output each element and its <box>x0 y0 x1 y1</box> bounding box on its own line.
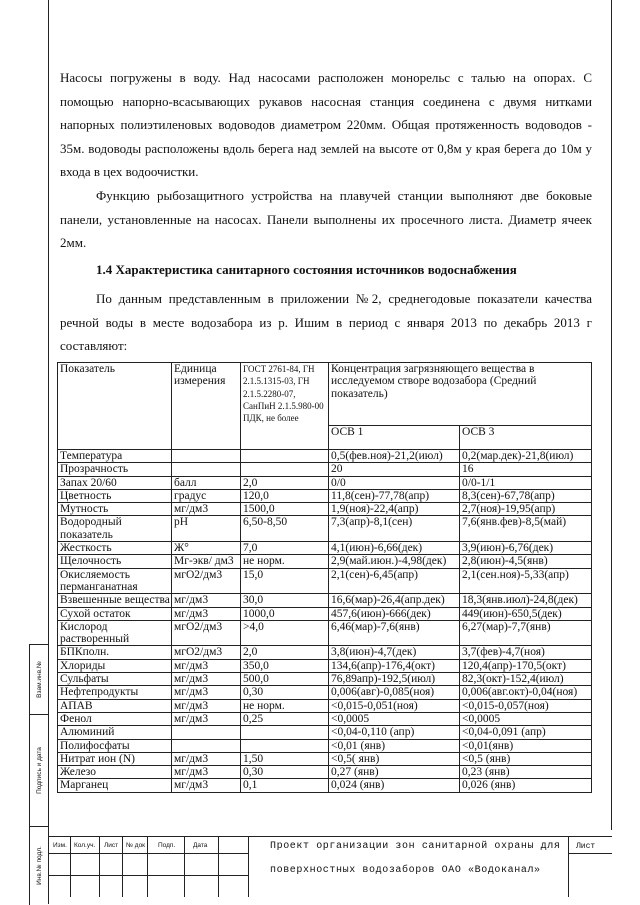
table-row <box>58 686 592 699</box>
cell-pdk: не норм. <box>241 555 329 568</box>
cell-indicator: Взвешенные вещества <box>58 594 172 607</box>
cell-indicator: Прозрачность <box>58 463 172 476</box>
cell-indicator: Хлориды <box>58 659 172 672</box>
cell-pdk: 1500,0 <box>241 503 329 516</box>
cell-osv3: 3,7(фев)-4,7(ноя) <box>460 646 592 659</box>
cell-osv3: 0,2(мар.дек)-21,8(июл) <box>460 450 592 463</box>
table-row <box>58 726 592 739</box>
table-row <box>58 620 592 646</box>
tb-kol: Кол.уч. <box>74 842 96 849</box>
cell-osv1: 4,1(июн)-6,66(дек) <box>329 542 460 555</box>
cell-unit: мг/дм3 <box>172 594 241 607</box>
cell-indicator: Нитрат ион (N) <box>58 752 172 765</box>
cell-osv3: 449(июн)-650,5(дек) <box>460 607 592 620</box>
cell-unit <box>172 726 241 739</box>
tb-podp: Подп. <box>158 842 176 849</box>
cell-osv1: 457,6(июн)-666(дек) <box>329 607 460 620</box>
cell-osv1: 76,89апр)-192,5(июл) <box>329 673 460 686</box>
cell-osv1: 0,5(фев.ноя)-21,2(июл) <box>329 450 460 463</box>
cell-pdk: 0,25 <box>241 712 329 725</box>
header-osv1: ОСВ 1 <box>329 426 460 450</box>
cell-osv3: 8,3(сен)-67,78(апр) <box>460 489 592 502</box>
side-sign-date: Подпись и дата <box>36 746 44 794</box>
cell-osv1: 6,46(мар)-7,6(янв) <box>329 620 460 646</box>
cell-unit: мг/дм3 <box>172 699 241 712</box>
table-row <box>58 542 592 555</box>
header-standard: ГОСТ 2761-84, ГН 2.1.5.1315-03, ГН 2.1.5.2280-07, СанПиН 2.1.5.980-00 ПДК, не более <box>241 363 329 450</box>
table-row <box>58 476 592 489</box>
table-row <box>58 739 592 752</box>
table-row <box>58 766 592 779</box>
cell-pdk: 2,0 <box>241 646 329 659</box>
header-indicator: Показатель <box>58 363 172 450</box>
cell-pdk: 500,0 <box>241 673 329 686</box>
table-row <box>58 699 592 712</box>
cell-unit: мгО2/дм3 <box>172 620 241 646</box>
cell-unit: балл <box>172 476 241 489</box>
cell-osv3: 0,006(авг.окт)-0,04(ноя) <box>460 686 592 699</box>
cell-osv1: <0,04-0,110 (апр) <box>329 726 460 739</box>
cell-pdk: >4,0 <box>241 620 329 646</box>
cell-osv1: 16,6(мар)-26,4(апр.дек) <box>329 594 460 607</box>
cell-indicator: Полифосфаты <box>58 739 172 752</box>
cell-osv1: 134,6(апр)-176,4(окт) <box>329 659 460 672</box>
cell-osv1: <0,015-0,051(ноя) <box>329 699 460 712</box>
cell-indicator: Щелочность <box>58 555 172 568</box>
cell-unit <box>172 739 241 752</box>
cell-osv3: 2,8(июн)-4,5(янв) <box>460 555 592 568</box>
cell-pdk: 120,0 <box>241 489 329 502</box>
cell-pdk: 1,50 <box>241 752 329 765</box>
cell-pdk: 2,0 <box>241 476 329 489</box>
cell-indicator: Железо <box>58 766 172 779</box>
table-row <box>58 503 592 516</box>
side-inv-zam: Взам.инв.№ <box>36 660 44 698</box>
cell-indicator: Фенол <box>58 712 172 725</box>
cell-pdk <box>241 726 329 739</box>
cell-osv3: 82,3(окт)-152,4(июл) <box>460 673 592 686</box>
tb-data: Дата <box>193 842 208 849</box>
cell-osv1: 7,3(апр)-8,1(сен) <box>329 516 460 542</box>
cell-indicator: Запах 20/60 <box>58 476 172 489</box>
table-row <box>58 659 592 672</box>
cell-osv3: 3,9(июн)-6,76(дек) <box>460 542 592 555</box>
cell-unit: мг/дм3 <box>172 659 241 672</box>
table-row <box>58 712 592 725</box>
cell-osv3: <0,0005 <box>460 712 592 725</box>
cell-osv3: 16 <box>460 463 592 476</box>
cell-pdk: 0,30 <box>241 686 329 699</box>
cell-indicator: БПКполн. <box>58 646 172 659</box>
cell-osv1: 0,024 (янв) <box>329 779 460 792</box>
cell-osv1: 1,9(ноя)-22,4(апр) <box>329 503 460 516</box>
cell-osv3: <0,04-0,091 (апр) <box>460 726 592 739</box>
cell-indicator: Сульфаты <box>58 673 172 686</box>
page-frame-right <box>611 0 612 830</box>
cell-unit <box>172 450 241 463</box>
cell-unit: pH <box>172 516 241 542</box>
cell-osv3: <0,5 (янв) <box>460 752 592 765</box>
table-row <box>58 489 592 502</box>
cell-pdk <box>241 739 329 752</box>
title-block <box>48 836 612 896</box>
cell-unit: мг/дм3 <box>172 686 241 699</box>
project-title-line2: поверхностных водозаборов ОАО «Водоканал» <box>270 865 541 876</box>
cell-osv1: 0,27 (янв) <box>329 766 460 779</box>
cell-pdk: 30,0 <box>241 594 329 607</box>
water-quality-table <box>57 362 592 793</box>
table-row <box>58 450 592 463</box>
tb-list: Лист <box>104 842 119 849</box>
table-row <box>58 779 592 792</box>
cell-osv3: 7,6(янв.фев)-8,5(май) <box>460 516 592 542</box>
cell-osv3: 6,27(мар)-7,7(янв) <box>460 620 592 646</box>
cell-osv3: 2,1(сен.ноя)-5,33(апр) <box>460 568 592 594</box>
table-row <box>58 516 592 542</box>
cell-unit: мг/дм3 <box>172 503 241 516</box>
cell-pdk: 1000,0 <box>241 607 329 620</box>
cell-osv1: 11,8(сен)-77,78(апр) <box>329 489 460 502</box>
cell-indicator: Температура <box>58 450 172 463</box>
cell-pdk: 350,0 <box>241 659 329 672</box>
cell-osv1: 0/0 <box>329 476 460 489</box>
cell-unit: мг/дм3 <box>172 752 241 765</box>
cell-indicator: Нефтепродукты <box>58 686 172 699</box>
cell-pdk: 15,0 <box>241 568 329 594</box>
cell-osv3: 2,7(ноя)-19,95(апр) <box>460 503 592 516</box>
cell-unit: Мг-экв/ дм3 <box>172 555 241 568</box>
table-row <box>58 555 592 568</box>
cell-unit: мг/дм3 <box>172 607 241 620</box>
side-inv-podl: Инв.№ подл. <box>36 846 43 885</box>
cell-pdk: 7,0 <box>241 542 329 555</box>
table-row <box>58 752 592 765</box>
table-row <box>58 607 592 620</box>
table-row <box>58 463 592 476</box>
cell-osv1: <0,0005 <box>329 712 460 725</box>
tb-sheet-label: Лист <box>576 842 596 851</box>
cell-indicator: Алюминий <box>58 726 172 739</box>
cell-osv1: 2,1(сен)-6,45(апр) <box>329 568 460 594</box>
cell-unit: мг/дм3 <box>172 779 241 792</box>
cell-unit: мгО2/дм3 <box>172 568 241 594</box>
table-row <box>58 673 592 686</box>
cell-indicator: Жесткость <box>58 542 172 555</box>
cell-unit: мг/дм3 <box>172 712 241 725</box>
cell-osv1: 0,006(авг)-0,085(ноя) <box>329 686 460 699</box>
header-osv3: ОСВ 3 <box>460 426 592 450</box>
section-heading: 1.4 Характеристика санитарного состояния источников водоснабжения <box>96 262 517 277</box>
cell-unit: мг/дм3 <box>172 766 241 779</box>
cell-osv1: 2,9(май.июн.)-4,98(дек) <box>329 555 460 568</box>
table-row <box>58 646 592 659</box>
cell-indicator: Мутность <box>58 503 172 516</box>
cell-osv1: <0,01 (янв) <box>329 739 460 752</box>
header-unit: Единица измерения <box>172 363 241 450</box>
cell-indicator: Сухой остаток <box>58 607 172 620</box>
cell-indicator: Цветность <box>58 489 172 502</box>
tb-ndok: № док <box>126 842 146 849</box>
cell-indicator: Марганец <box>58 779 172 792</box>
header-concentration: Концентрация загрязняющего вещества в исследуемом створе водозабора (Средний показатель) <box>329 363 592 426</box>
cell-pdk: 0,30 <box>241 766 329 779</box>
cell-indicator: Кислород растворенный <box>58 620 172 646</box>
cell-pdk: 0,1 <box>241 779 329 792</box>
cell-pdk <box>241 450 329 463</box>
cell-osv3: <0,01(янв) <box>460 739 592 752</box>
table-row <box>58 594 592 607</box>
cell-osv3: 120,4(апр)-170,5(окт) <box>460 659 592 672</box>
cell-osv3: 0,23 (янв) <box>460 766 592 779</box>
tb-izm: Изм. <box>53 842 67 849</box>
table-row <box>58 568 592 594</box>
cell-pdk: не норм. <box>241 699 329 712</box>
paragraph-pumps: Насосы погружены в воду. Над насосами расположен монорельс с талью на опорах. С помощью напорно-всасывающих рукавов насосная станция соединена с двумя нитками напорных полиэтиленовых водоводов диаметром 220мм. Общая протяженность водоводов - 35м. водоводы расположены вдоль берега над землей на высоте от 0,8м у края берега до 10м у входа в цех водоочистки. <box>60 70 592 179</box>
cell-osv1: 3,8(июн)-4,7(дек) <box>329 646 460 659</box>
cell-osv3: 0/0-1/1 <box>460 476 592 489</box>
cell-unit <box>172 463 241 476</box>
cell-osv3: <0,015-0,057(ноя) <box>460 699 592 712</box>
cell-unit: градус <box>172 489 241 502</box>
cell-unit: Ж° <box>172 542 241 555</box>
cell-osv3: 0,026 (янв) <box>460 779 592 792</box>
cell-osv1: <0,5( янв) <box>329 752 460 765</box>
cell-indicator: Водородный показатель <box>58 516 172 542</box>
cell-unit: мгО2/дм3 <box>172 646 241 659</box>
cell-pdk <box>241 463 329 476</box>
project-title-line1: Проект организации зон санитарной охраны для <box>270 841 561 852</box>
paragraph-fish-protection: Функцию рыбозащитного устройства на плавучей станции выполняют две боковые панели, установленные на насосах. Панели выполнены их просечного листа. Диаметр ячеек 2мм. <box>60 188 592 250</box>
cell-pdk: 6,50-8,50 <box>241 516 329 542</box>
cell-osv1: 20 <box>329 463 460 476</box>
cell-indicator: Окисляемость перманганатная <box>58 568 172 594</box>
binding-strip <box>29 644 48 905</box>
cell-osv3: 18,3(янв.июл)-24,8(дек) <box>460 594 592 607</box>
cell-unit: мг/дм3 <box>172 673 241 686</box>
cell-indicator: АПАВ <box>58 699 172 712</box>
paragraph-intro: По данным представленным в приложении №2, среднегодовые показатели качества речной воды в месте водозабора из р. Ишим в период с января 2013 по декабрь 2013 г составляют: <box>60 291 592 353</box>
